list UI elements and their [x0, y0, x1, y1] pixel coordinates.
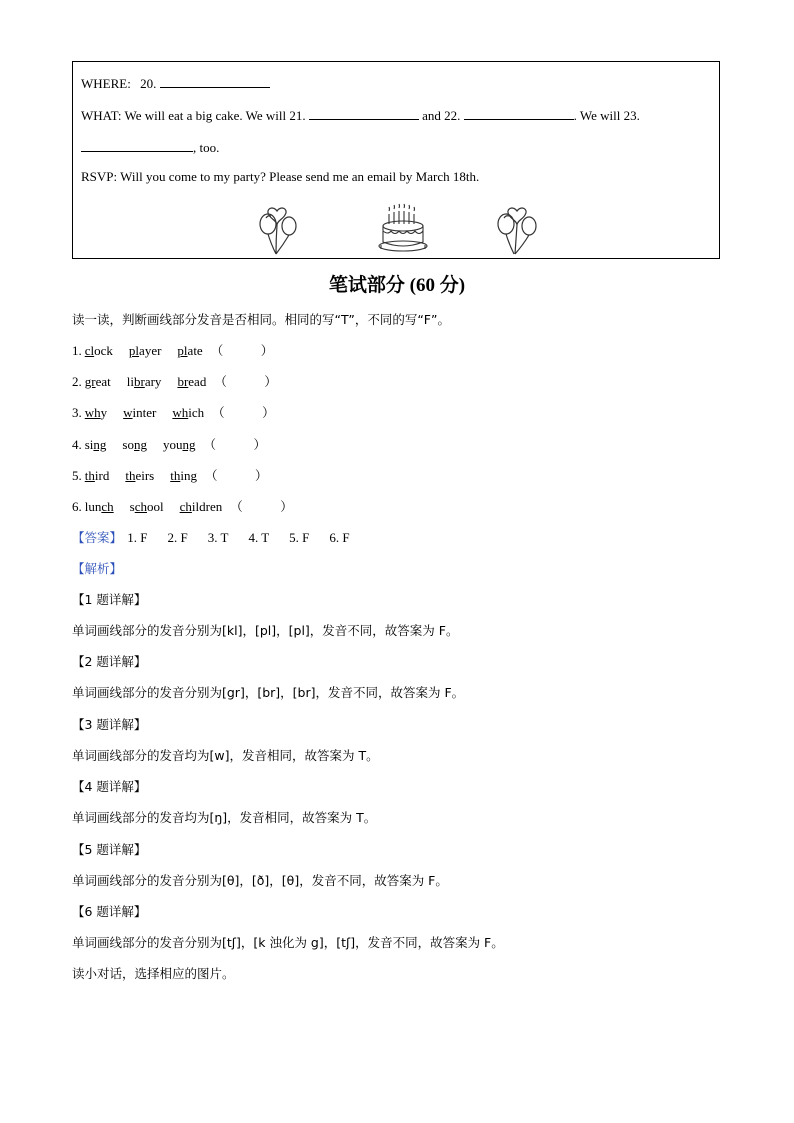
underlined-part: ch	[179, 499, 192, 514]
answer-blank-20[interactable]	[160, 74, 270, 88]
word: clock	[84, 343, 113, 358]
underlined-part: gr	[84, 374, 96, 389]
answer-parentheses[interactable]: （ ）	[212, 405, 275, 420]
answer-item: 1. F	[127, 530, 148, 545]
word: theirs	[125, 468, 155, 483]
answer-blank-23[interactable]	[81, 138, 193, 152]
word: sing	[84, 437, 107, 452]
word: bread	[177, 374, 207, 389]
question-number-20: 20.	[140, 76, 157, 91]
word: which	[172, 405, 205, 420]
underlined-part: cl	[84, 343, 95, 358]
word: children	[179, 499, 223, 514]
word: lunch	[84, 499, 114, 514]
invitation-box	[72, 61, 720, 259]
answer-item: 3. T	[207, 530, 229, 545]
instruction-text: 读一读，判断画线部分发音是否相同。相同的写“T”，不同的写“F”。	[72, 312, 450, 327]
underlined-part: ng	[182, 437, 196, 452]
rsvp-text: RSVP: Will you come to my party? Please send me an email by March 18th.	[81, 169, 480, 184]
too-line	[81, 138, 219, 156]
underlined-part: th	[170, 468, 181, 483]
word: library	[126, 374, 162, 389]
where-line	[81, 74, 270, 92]
answer-item: 6. F	[329, 530, 350, 545]
birthday-cake-icon	[377, 202, 429, 256]
underlined-part: wh	[84, 405, 101, 420]
word: great	[84, 374, 111, 389]
what-text: WHAT: We will eat a big cake. We will	[81, 108, 287, 123]
word: song	[122, 437, 147, 452]
analysis-tag: 【解析】	[72, 561, 123, 576]
too-text: , too.	[193, 140, 220, 155]
detail-heading: 【2 题详解】	[72, 654, 147, 669]
underlined-part: ng	[133, 437, 147, 452]
word: plate	[177, 343, 203, 358]
answer-item: 4. T	[248, 530, 270, 545]
underlined-part: pl	[177, 343, 188, 358]
word: why	[84, 405, 108, 420]
detail-text: 单词画线部分的发音均为[w]，发音相同，故答案为 T。	[72, 748, 379, 763]
detail-heading: 【6 题详解】	[72, 904, 147, 919]
party-pictures	[73, 202, 719, 258]
answer-parentheses[interactable]: （ ）	[210, 343, 274, 358]
we-will-text: . We will	[573, 108, 621, 123]
answer-item: 5. F	[289, 530, 310, 545]
detail-text: 单词画线部分的发音分别为[kl]，[pl]，[pl]，发音不同，故答案为 F。	[72, 623, 459, 638]
question-row	[72, 341, 273, 359]
section-title: 笔试部分 (60 分)	[328, 275, 466, 296]
answer-parentheses[interactable]: （ ）	[230, 499, 293, 514]
answer-parentheses[interactable]: （ ）	[204, 468, 268, 483]
detail-heading: 【5 题详解】	[72, 842, 147, 857]
question-number: 6.	[72, 499, 82, 514]
detail-heading: 【3 题详解】	[72, 717, 147, 732]
underlined-part: th	[84, 468, 95, 483]
underlined-part: br	[177, 374, 189, 389]
detail-heading: 【1 题详解】	[72, 592, 147, 607]
next-instruction: 读小对话，选择相应的图片。	[72, 966, 235, 981]
detail-text: 单词画线部分的发音分别为[gr]，[br]，[br]，发音不同，故答案为 F。	[72, 685, 465, 700]
question-number-22: 22.	[444, 108, 461, 123]
question-row	[72, 466, 268, 484]
where-label: WHERE:	[81, 76, 131, 91]
word: player	[128, 343, 162, 358]
word: thing	[170, 468, 197, 483]
balloons-icon	[255, 202, 305, 256]
question-row	[72, 497, 293, 515]
rsvp-line	[81, 169, 479, 185]
answer-blank-22[interactable]	[464, 106, 574, 120]
question-number: 5.	[72, 468, 82, 483]
word: young	[162, 437, 196, 452]
answers-list	[125, 530, 349, 545]
detail-text: 单词画线部分的发音分别为[θ]，[ð]，[θ]，发音不同，故答案为 F。	[72, 873, 448, 888]
detail-text: 单词画线部分的发音均为[ŋ]，发音相同，故答案为 T。	[72, 810, 377, 825]
answer-blank-21[interactable]	[309, 106, 419, 120]
underlined-part: pl	[128, 343, 140, 358]
underlined-part: th	[125, 468, 136, 483]
word: winter	[123, 405, 157, 420]
question-number: 1.	[72, 343, 82, 358]
word: third	[84, 468, 110, 483]
question-row	[72, 372, 277, 390]
detail-heading: 【4 题详解】	[72, 779, 147, 794]
question-row	[72, 435, 266, 453]
question-number-21: 21.	[289, 108, 306, 123]
balloons-icon	[493, 202, 543, 256]
answer-parentheses[interactable]: （ ）	[203, 437, 266, 452]
question-number-23: 23.	[623, 108, 640, 123]
answer-line	[72, 528, 350, 546]
underlined-part: ng	[93, 437, 107, 452]
underlined-part: wh	[172, 405, 189, 420]
answer-item: 2. F	[167, 530, 188, 545]
answer-parentheses[interactable]: （ ）	[214, 374, 277, 389]
and-text: and	[422, 108, 441, 123]
question-number: 2.	[72, 374, 82, 389]
question-number: 3.	[72, 405, 82, 420]
what-line	[81, 106, 640, 124]
underlined-part: br	[133, 374, 145, 389]
detail-text: 单词画线部分的发音分别为[tʃ]，[k 浊化为 g]，[tʃ]，发音不同，故答案为 F。	[72, 935, 504, 950]
question-number: 4.	[72, 437, 82, 452]
underlined-part: ch	[101, 499, 114, 514]
answer-tag: 【答案】	[72, 530, 123, 545]
underlined-part: ch	[134, 499, 147, 514]
question-row	[72, 403, 275, 421]
underlined-part: w	[123, 405, 133, 420]
word: school	[129, 499, 164, 514]
